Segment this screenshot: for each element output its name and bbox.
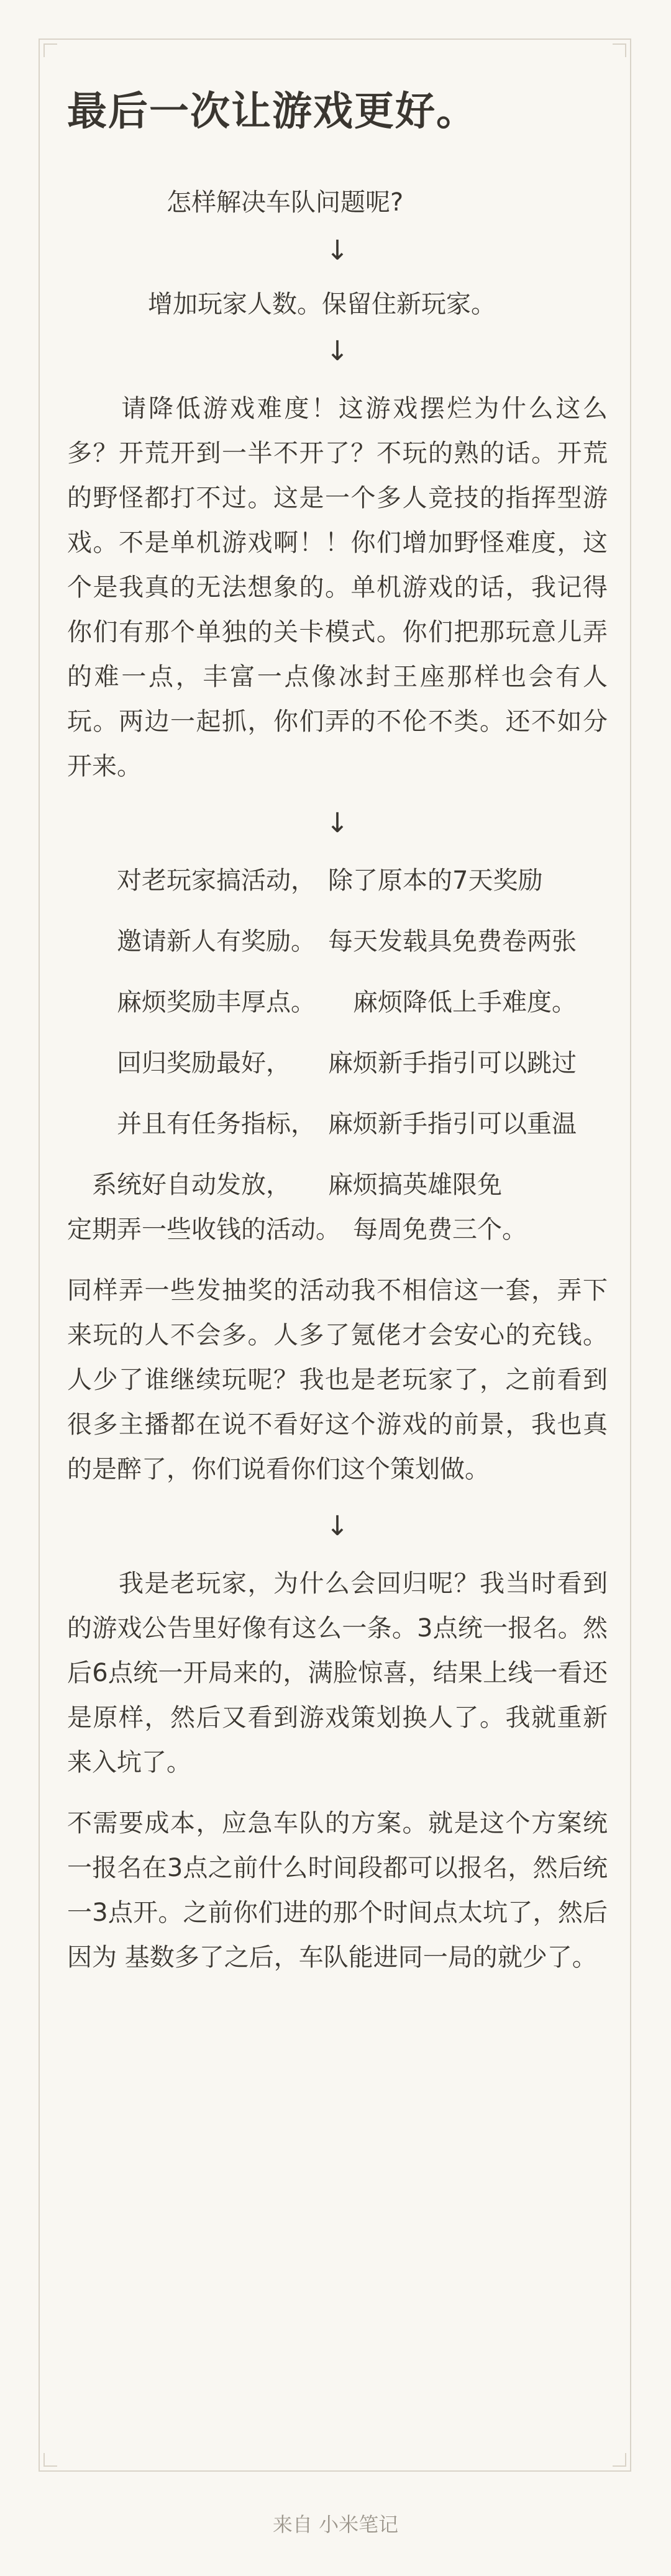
question-line: 怎样解决车队问题呢? [167, 188, 404, 217]
paragraph: 麻烦奖励丰厚点。 麻烦降低上手难度。 [67, 988, 577, 1017]
down-arrow-icon: ↓ [326, 807, 349, 839]
paragraph: 同样弄一些发抽奖的活动我不相信这一套，弄下来玩的人不会多。人多了氪佬才会安心的充钱。人少了谁继续玩呢？我也是老玩家了，之前看到很多主播都在说不看好这个游戏的前景，我也真的是醉了，你们说看你们这个策划做。 [67, 1276, 608, 1484]
frame-corner [613, 43, 626, 57]
paragraph: 回归奖励最好， 麻烦新手指引可以跳过 [67, 1049, 577, 1077]
down-arrow-icon: ↓ [326, 1510, 349, 1542]
paragraph: 对老玩家搞活动， 除了原本的7天奖励 [67, 866, 543, 895]
paragraph: 并且有任务指标， 麻烦新手指引可以重温 [67, 1110, 577, 1138]
paragraph: 邀请新人有奖励。 每天发载具免费卷两张 [67, 927, 577, 956]
frame-corner [43, 2453, 57, 2467]
paragraph: 我是老玩家，为什么会回归呢？我当时看到的游戏公告里好像有这么一条。3点统一报名。然后6点统一开局来的，满脸惊喜，结果上线一看还是原样，然后又看到游戏策划换人了。我就重新来入坑了。 [67, 1569, 608, 1777]
down-arrow-icon: ↓ [326, 235, 349, 266]
paragraph: 请降低游戏难度！这游戏摆烂为什么这么多？开荒开到一半不开了？不玩的熟的话。开荒的野怪都打不过。这是一个多人竞技的指挥型游戏。不是单机游戏啊！！你们增加野怪难度，这个是我真的无法想象的。单机游戏的话，我记得你们有那个单独的关卡模式。你们把那玩意儿弄的难一点，丰富一点像冰封王座那样也会有人玩。两边一起抓，你们弄的不伦不类。还不如分开来。 [67, 394, 608, 781]
paragraph: 系统好自动发放， 麻烦搞英雄限免 定期弄一些收钱的活动。 每周免费三个。 [67, 1171, 527, 1244]
source-footer: 来自 小米笔记 [272, 2513, 399, 2536]
note-title: 最后一次让游戏更好。 [67, 89, 477, 135]
frame-corner [43, 43, 57, 57]
note-content [67, 87, 608, 1996]
down-arrow-icon: ↓ [326, 335, 349, 367]
frame-corner [613, 2453, 626, 2467]
paragraph: 不需要成本，应急车队的方案。就是这个方案统一报名在3点之前什么时间段都可以报名，然后统一3点开。之前你们进的那个时间点太坑了，然后因为 基数多了之后，车队能进同一局的就少了。 [67, 1809, 608, 1972]
answer-line: 增加玩家人数。保留住新玩家。 [148, 290, 496, 319]
